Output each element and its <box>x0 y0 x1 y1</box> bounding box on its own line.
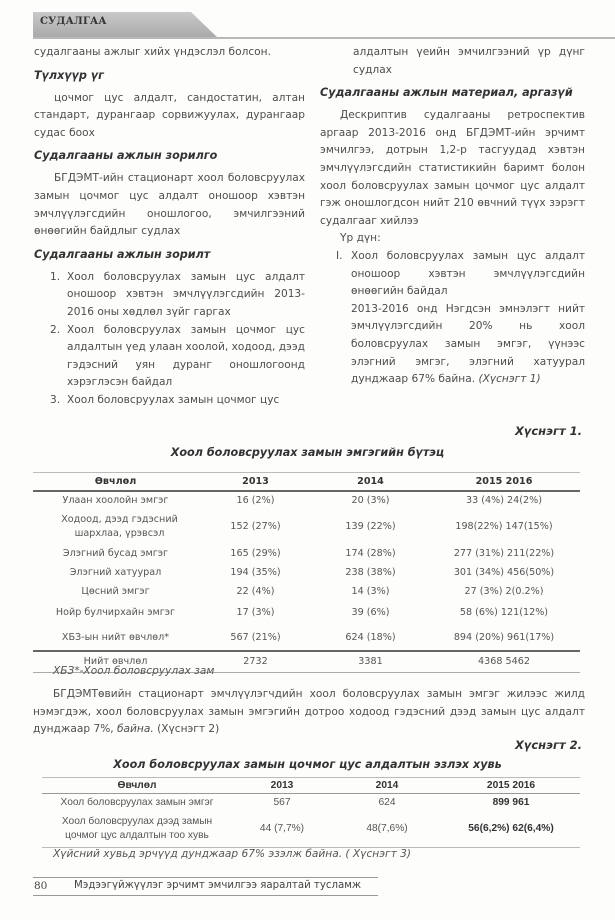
table-row <box>33 510 580 544</box>
table-cell: 44 (7,7%) <box>232 812 332 848</box>
header-rule <box>33 37 615 39</box>
table2 <box>42 777 580 848</box>
table1-title: Хоол боловсруулах замын эмгэгийн бүтэц <box>170 446 445 459</box>
footer-rule-bottom <box>33 895 378 896</box>
table1-header: 2014 <box>313 473 428 491</box>
result-item <box>336 248 585 389</box>
table-cell: Элэгний хатуурал <box>69 566 162 578</box>
table1-header: 2015 2016 <box>428 473 580 491</box>
journal-title: Мэдээгүйжүүлэг эрчимт эмчилгээ яаралтай тусламж <box>74 880 362 891</box>
page-number: 80 <box>34 880 48 892</box>
table-cell: 2732 <box>198 651 313 673</box>
table-cell: 194 (35%) <box>230 566 281 578</box>
table-cell: Хоол боловсруулах дээд замын цочмог цус алдалтын тоо хувь <box>42 812 232 848</box>
table1-label: Хүснэгт 1. <box>515 424 582 438</box>
table-cell: 27 (3%) 2(0.2%) <box>464 585 544 597</box>
objective-text: Хоол боловсруулах замын цочмог цус алдалтын үед улаан хоолой, ходоод, дээд гэдэсний уян дуранг оношлогоонд хэрэглэсэн байдал <box>67 323 305 389</box>
goal-text: БГДЭМТ-ийн стационарт хоол боловсруулах замын цочмог цус алдалт оношоор хэвтэн эмчлүүлэгсдийн оношлогоо, эмчилгээний өнөөгийн байдлыг судлах <box>34 172 305 238</box>
table-cell: 238 (38%) <box>345 566 396 578</box>
table-cell: 165 (29%) <box>230 547 281 559</box>
table-cell: 152 (27%) <box>230 520 281 532</box>
table-row <box>42 794 580 812</box>
table1 <box>33 472 580 673</box>
table-row <box>33 625 580 651</box>
table2-title: Хоол боловсруулах замын цочмог цус алдалтын эзлэх хувь <box>113 758 502 771</box>
right-column <box>320 44 585 389</box>
objective-text: Хоол боловсруулах замын цус алдалт оношоор хэвтэн эмчлүүлэгсдийн 2013-2016 оны хөдлөл зүйг гаргах <box>67 270 305 318</box>
table-cell: 16 (2%) <box>236 495 275 506</box>
table2-label: Хүснэгт 2. <box>515 738 582 752</box>
table-cell: 624 <box>378 797 396 809</box>
table-cell: 22 (4%) <box>236 585 275 597</box>
table-cell: 3381 <box>313 651 428 673</box>
table2-header-row <box>42 778 580 794</box>
table-row <box>33 491 580 510</box>
table-cell: 624 (18%) <box>345 631 396 643</box>
result-number: I. <box>336 249 343 262</box>
table-cell: Элэгний бусад эмгэг <box>62 547 169 559</box>
table-cell: 4368 5462 <box>428 651 580 673</box>
table1-header-row <box>33 473 580 491</box>
table-cell: 56(6,2%) 62(6,4%) <box>442 812 580 848</box>
table-cell: 17 (3%) <box>236 607 275 618</box>
table-cell: Цөсний эмгэг <box>81 585 150 597</box>
middle-paragraph-ref: (Хүснэгт 2) <box>153 723 220 736</box>
material-text: Дескриптив судалгааны ретроспектив аргаар 2013-2016 онд БГДЭМТ-ийн эрчимт эмчилгээ, дотрын 1,2-р тасгуудад хэвтэн эмчлүүлэгсдийн статистикийн баримт болон хоол боловсруулах замын цочмог цус алдалт гэж оношлогдсон нийт 210 өвчний түүх зэрэгт судалгааг хийлээ <box>320 109 585 227</box>
table-cell: Нойр булчирхайн эмгэг <box>55 607 176 618</box>
objective-item <box>34 269 305 322</box>
table-cell: Хоол боловсруулах замын эмгэг <box>60 797 214 809</box>
table-row <box>33 582 580 601</box>
section-header-title: СУДАЛГАА <box>40 16 107 27</box>
table2-header: 2014 <box>332 778 442 794</box>
table-cell: 567 (21%) <box>230 631 281 643</box>
keywords-heading: Түлхүүр үг <box>34 68 104 82</box>
table-cell: 899 961 <box>492 797 530 809</box>
objective-item <box>34 392 305 410</box>
table1-header: Өвчлөл <box>33 473 198 491</box>
objective-number: 2. <box>50 323 61 336</box>
table-cell: 33 (4%) 24(2%) <box>466 495 542 506</box>
table-cell: 139 (22%) <box>345 520 396 532</box>
table-cell: Нийт өвчлөл <box>33 651 198 673</box>
results-list <box>320 248 585 389</box>
table-cell: 39 (6%) <box>351 607 390 618</box>
objective-number: 3. <box>50 393 61 406</box>
table2-header: Өвчлөл <box>42 778 232 794</box>
objectives-list <box>34 269 305 410</box>
keywords-text: цочмог цус алдалт, сандостатин, алтан стандарт, дурангаар сорвижуулах, дурангаар судас боох <box>34 91 305 139</box>
table-cell: 277 (31%) 211(22%) <box>453 547 555 559</box>
results-label: Үр дүн: <box>340 232 381 245</box>
table-cell: 567 <box>273 797 291 809</box>
table1-footnote: ХБЗ*-Хоол боловсруулах зам <box>53 665 215 677</box>
middle-paragraph <box>33 686 585 739</box>
intro-line: судалгааны ажлыг хийх үндэслэл болсон. <box>34 46 271 58</box>
table-cell: Ходоод, дээд гэдэсний шархлаа, үрэвсэл <box>61 513 178 539</box>
objective-number: 1. <box>50 270 61 283</box>
left-column <box>34 44 305 410</box>
table-row <box>33 601 580 625</box>
result-body <box>351 301 585 389</box>
middle-paragraph-text: БГДЭМТөвийн стационарт эмчлүүлэгчдийн хоол боловсруулах замын эмгэг жилээс жилд нэмэгдэж, хоол боловсруулах замын эмгэгийн дотроо ходоод гэдэсний дээд замын цус алдалт дунджаар 7%, <box>33 688 585 736</box>
table-cell: 174 (28%) <box>345 547 396 559</box>
table2-footnote: Хүйсний хувьд эрчүүд дунджаар 67% эзэлж байна. ( Хүснэгт 3) <box>53 848 411 860</box>
result-title: Хоол боловсруулах замын цус алдалт оношоор хэвтэн эмчлүүлэгсдийн өнөөгийн байдал <box>351 249 585 298</box>
table-cell: Улаан хоолойн эмгэг <box>62 495 169 506</box>
table-cell: 198(22%) 147(15%) <box>455 520 553 532</box>
middle-paragraph-italic: байна. <box>117 723 154 736</box>
objective-text: Хоол боловсруулах замын цочмог цус <box>67 393 280 406</box>
objective-item <box>34 322 305 392</box>
table2-header: 2015 2016 <box>442 778 580 794</box>
footer-rule-top <box>33 877 378 878</box>
table-cell: 894 (20%) 961(17%) <box>453 631 555 643</box>
table-cell: 20 (3%) <box>351 495 390 506</box>
table2-header: 2013 <box>232 778 332 794</box>
table-row <box>33 544 580 563</box>
table-cell: 14 (3%) <box>351 585 390 597</box>
result-text: 2013-2016 онд Нэгдсэн эмнэлэгт нийт эмчлүүлэгсдийн 20% нь хоол боловсруулах замын эмгэг, үүнээс элэгний эмгэг, элэгний хатуурал дунджаар 67% байна. <box>351 302 585 386</box>
goal-heading: Судалгааны ажлын зорилго <box>34 149 218 163</box>
table-row <box>33 563 580 582</box>
table-cell: ХБЗ-ын нийт өвчлөл* <box>61 631 170 643</box>
result-table-ref: (Хүснэгт 1) <box>478 373 541 386</box>
table-cell: 48(7,6%) <box>332 812 442 848</box>
objective-3-continued: алдалтын үеийн эмчилгээний үр дүнг судлах <box>353 46 585 76</box>
objective-heading: Судалгааны ажлын зорилт <box>34 247 211 261</box>
table1-header: 2013 <box>198 473 313 491</box>
material-heading: Судалгааны ажлын материал, аргазүй <box>320 86 573 100</box>
table-row <box>42 812 580 848</box>
table-cell: 58 (6%) 121(12%) <box>459 607 549 618</box>
table-cell: 301 (34%) 456(50%) <box>453 566 555 578</box>
